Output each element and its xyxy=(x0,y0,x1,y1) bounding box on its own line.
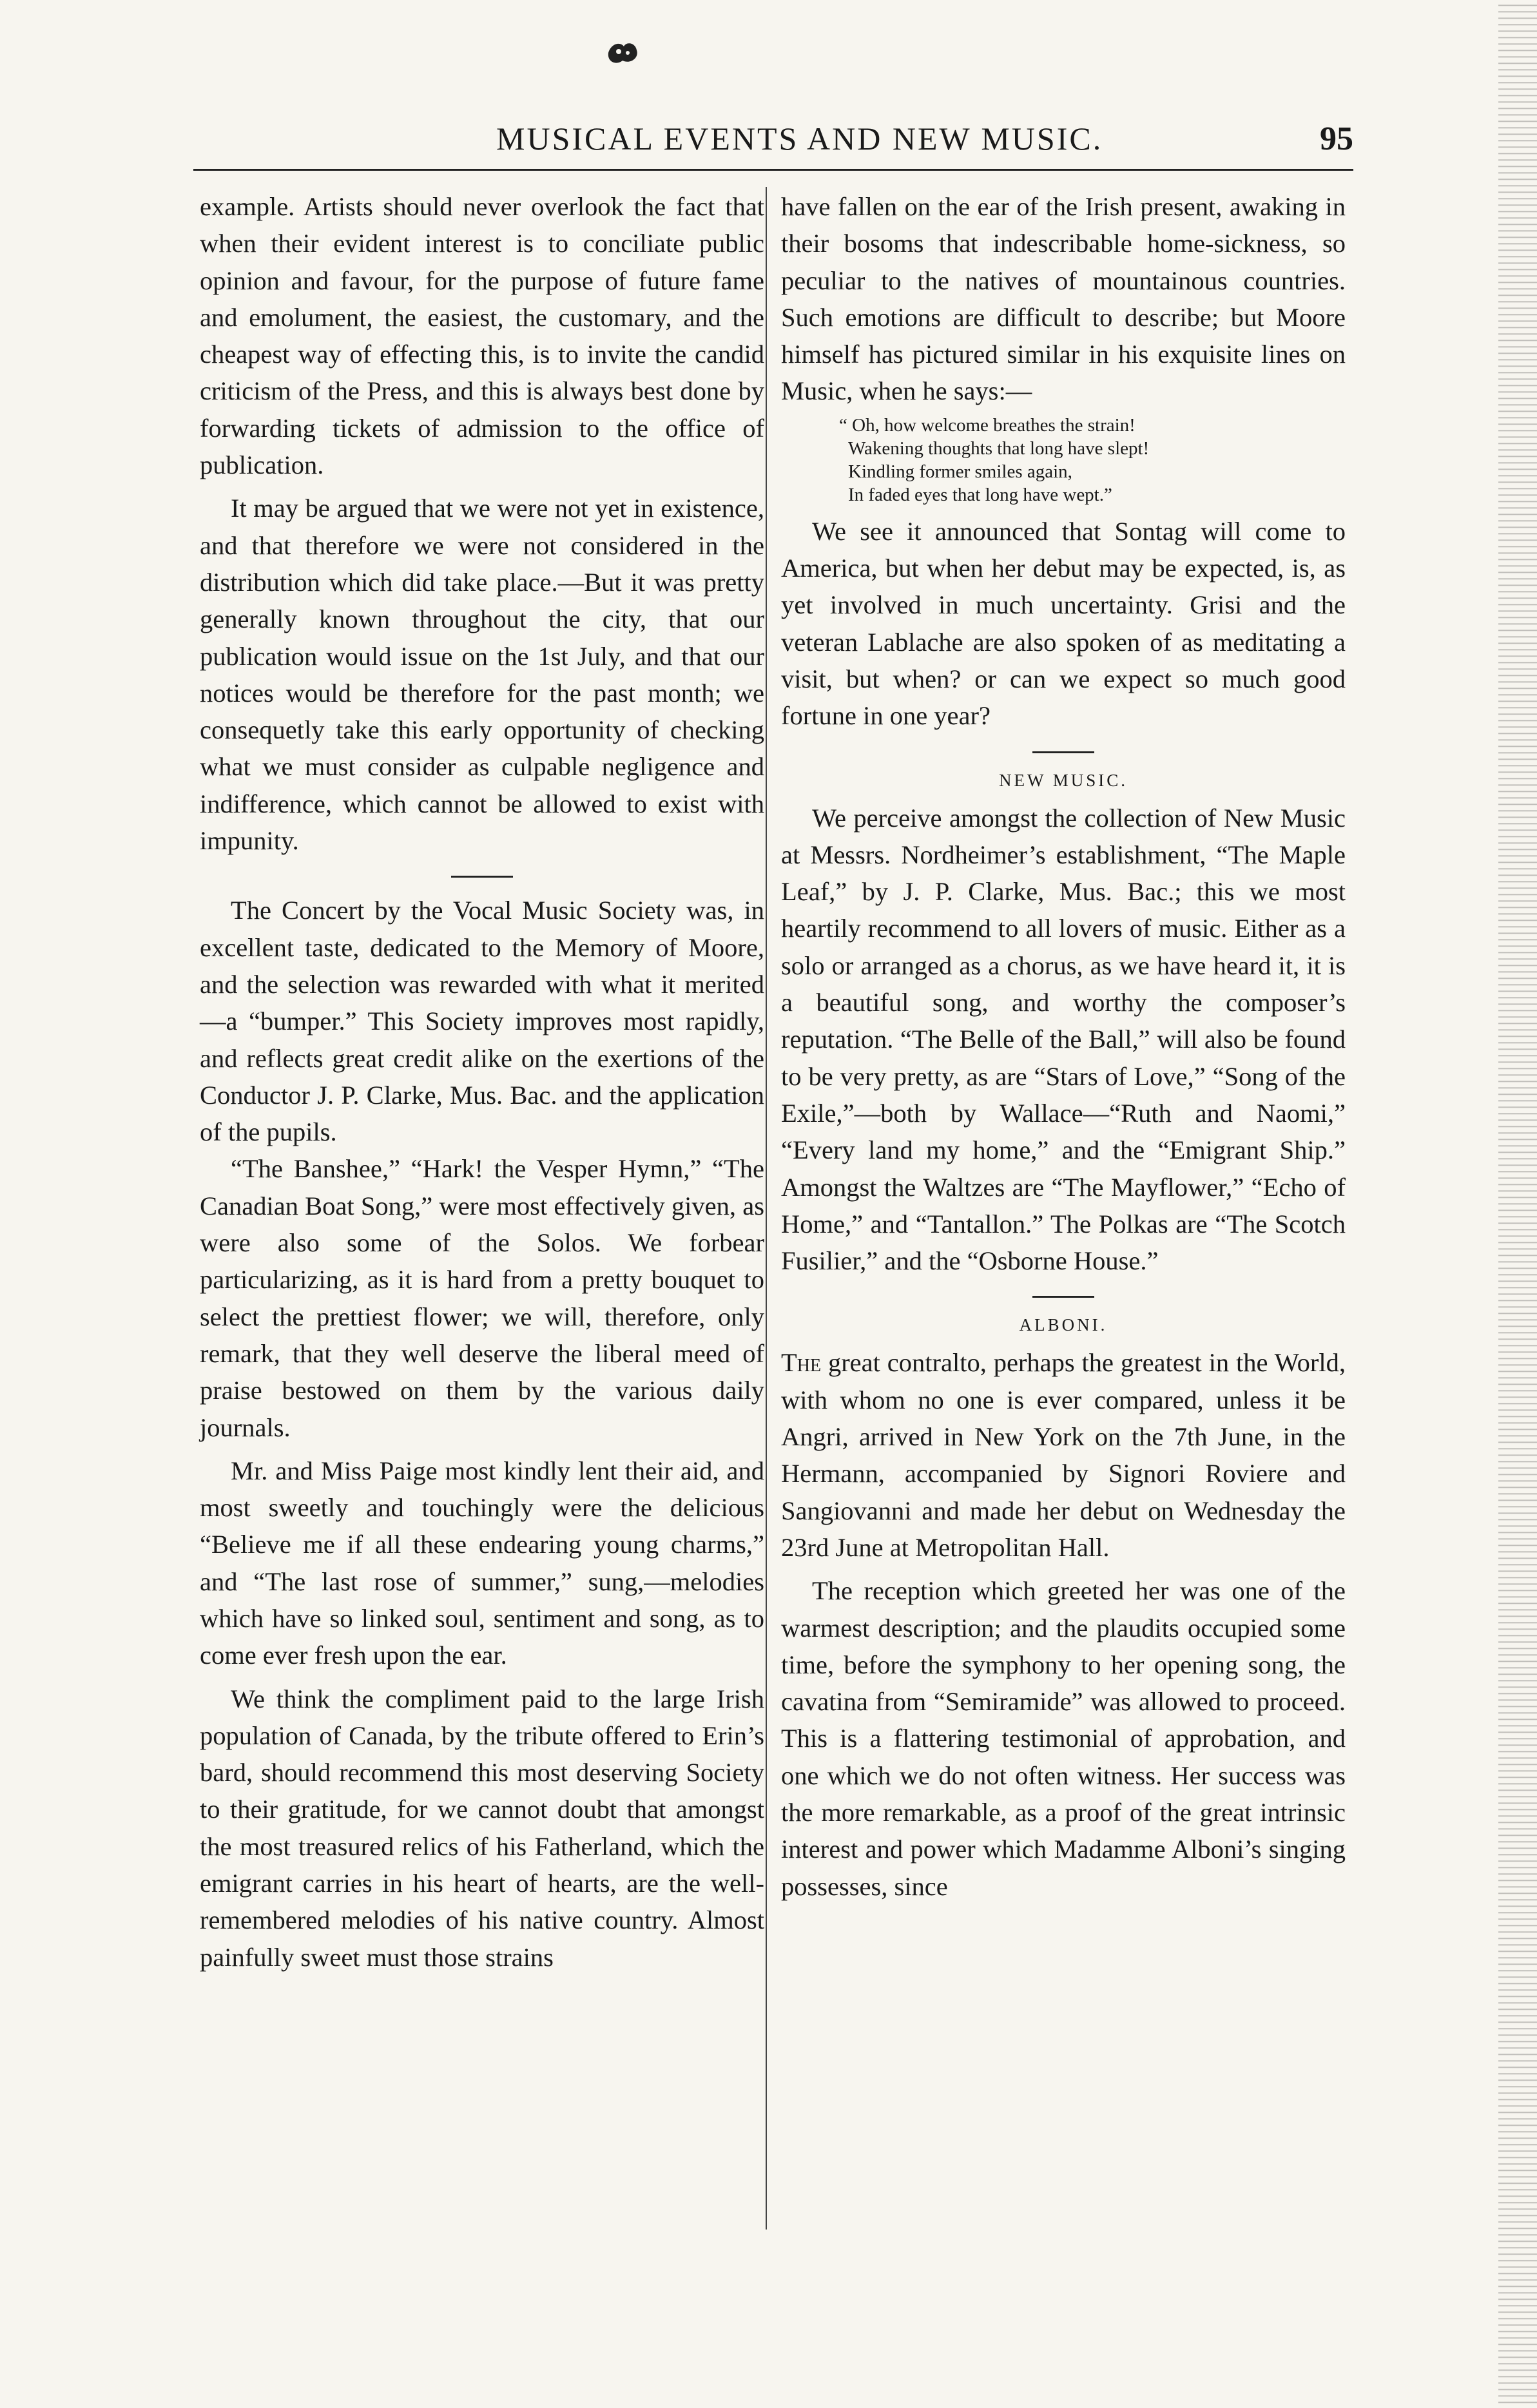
column-divider xyxy=(766,187,767,2230)
section-heading-new-music: NEW MUSIC. xyxy=(998,770,1128,790)
paragraph: We perceive amongst the collection of New Music at Messrs. Nordheimer’s establishment, “The Maple Leaf,” by J. P. Clarke, Mus. Bac.; this we most heartily recommend to all lovers of music. Either as a solo or arranged as a chorus, as we have heard it, it is a beautiful song, and worthy the composer’s reputation. “The Belle of the Ball,” will also be found to be very pretty, as are “Stars of Love,” “Song of the Exile,”—both by Wallace—“Ruth and Naomi,” “Every land my home,” and the “Emigrant Ship.” Amongst the Waltzes are “The Mayflower,” “Echo of Home,” and “Tantallon.” The Polkas are “The Scotch Fusilier,” and the “Osborne House.” xyxy=(781,803,1346,1276)
paragraph xyxy=(781,1344,1346,1566)
poem-line: Kindling former smiles again, xyxy=(848,461,1072,482)
scan-edge xyxy=(1498,0,1537,2408)
paragraph: example. Artists should never overlook the fact that when their evident interest is to conciliate public opinion and favour, for the purpose of future fame and emolument, the easiest, the customary, and the cheapest way of effecting this, is to invite the candid criticism of the Press, and this is always best done by forwarding tickets of admission to the office of publication. xyxy=(200,192,764,480)
page-title: MUSICAL EVENTS AND NEW MUSIC. xyxy=(496,120,1103,157)
right-column xyxy=(781,188,1346,1905)
paragraph: Mr. and Miss Paige most kindly lent their aid, and most sweetly and touchingly were the delicious “Believe me if all these endearing young charms,” and “The last rose of summer,” sung,—melodies which have so linked soul, sentiment and song, as to come ever fresh upon the ear. xyxy=(200,1456,764,1670)
paragraph-text: great contralto, perhaps the greatest in the World, with whom no one is ever compared, unless it be Angri, arrived in New York on the 7th June, in the Hermann, accompanied by Signori Roviere and Sangiovanni and made her debut on Wednesday the 23rd June at Metropolitan Hall. xyxy=(781,1348,1346,1562)
paragraph: It may be argued that we were not yet in existence, and that therefore we were not considered in the distribution which did take place.—But it was pretty generally known throughout the city, that our publication would issue on the 1st July, and that our notices would be therefore for the past month; we consequetly take this early opportunity of checking what we must consider as culpable negligence and indifference, which cannot be allowed to exist with impunity. xyxy=(200,494,764,856)
paragraph: The Concert by the Vocal Music Society was, in excellent taste, dedicated to the Memory of Moore, and the selection was rewarded with what it merited—a “bumper.” This Society improves most rapidly, and reflects great credit alike on the exertions of the Conductor J. P. Clarke, Mus. Bac. and the application of the pupils. xyxy=(200,896,764,1147)
poem-line: Wakening thoughts that long have slept! xyxy=(848,438,1150,459)
section-heading-alboni: ALBONI. xyxy=(1019,1315,1108,1335)
poem-quote xyxy=(839,414,1346,506)
left-column xyxy=(200,188,764,1976)
page-number: 95 xyxy=(1320,120,1353,157)
section-divider xyxy=(1032,1296,1094,1298)
running-header xyxy=(193,120,1353,165)
header-rule xyxy=(193,169,1353,171)
paragraph: We think the compliment paid to the large Irish population of Canada, by the tribute offered to Erin’s bard, should recommend this most deserving Society to their gratitude, for we cannot doubt that amongst the most treasured relics of his Fatherland, which the emigrant carries in his heart of hearts, are the well-remembered melodies of his native country. Almost painfully sweet must those strains xyxy=(200,1684,764,1972)
ornament-icon xyxy=(604,39,641,67)
paragraph: have fallen on the ear of the Irish present, awaking in their bosoms that indescribable home-sickness, so peculiar to the natives of mountainous countries. Such emotions are difficult to describe; but Moore himself has pictured similar in his exquisite lines on Music, when he says:— xyxy=(781,192,1346,406)
paragraph: “The Banshee,” “Hark! the Vesper Hymn,” “The Canadian Boat Song,” were most effectively given, as were also some of the Solos. We forbear particularizing, as it is hard from a pretty bouquet to select the prettiest flower; we will, therefore, only remark, that they well deserve the liberal meed of praise bestowed on them by the various daily journals. xyxy=(200,1154,764,1442)
section-divider xyxy=(451,876,513,878)
poem-line: In faded eyes that long have wept.” xyxy=(848,484,1112,505)
paragraph: The reception which greeted her was one of the warmest description; and the plaudits occupied some time, before the symphony to her opening song, the cavatina from “Semiramide” was allowed to proceed. This is a flattering testimonial of approbation, and one which we do not often witness. Her success was the more remarkable, as a proof of the great intrinsic interest and power which Madamme Alboni’s singing possesses, since xyxy=(781,1576,1346,1901)
lead-word: The xyxy=(781,1348,822,1378)
poem-line: “ Oh, how welcome breathes the strain! xyxy=(839,414,1136,436)
section-divider xyxy=(1032,751,1094,753)
paragraph: We see it announced that Sontag will come to America, but when her debut may be expected, is, as yet involved in much uncertainty. Grisi and the veteran Lablache are also spoken of as meditating a visit, but when? or can we expect so much good fortune in one year? xyxy=(781,516,1346,731)
